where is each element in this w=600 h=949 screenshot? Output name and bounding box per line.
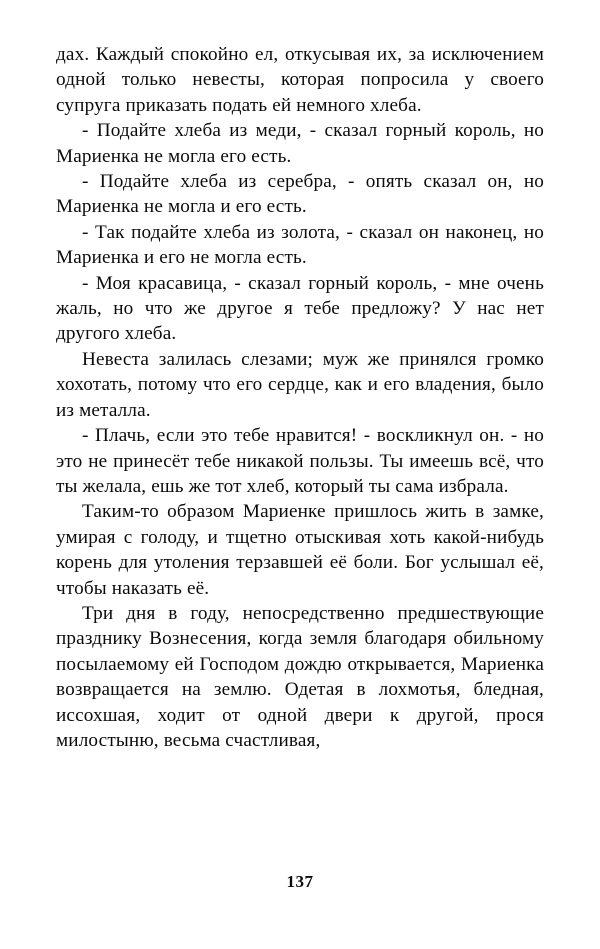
paragraph: - Моя красавица, - сказал горный король, - мне очень жаль, но что же другое я тебе предложу? У нас нет другого хлеба. <box>56 272 544 345</box>
paragraph: Таким-то образом Мариенке пришлось жить в замке, умирая с голоду, и тщетно отыскивая хоть какой-нибудь корень для утоления терзавшей её боли. Бог услышал её, чтобы наказать её. <box>56 501 544 599</box>
paragraph: Невеста залилась слезами; муж же принялся громко хохотать, потому что его сердце, как и его владения, было из металла. <box>56 348 544 421</box>
paragraph: дах. Каждый спокойно ел, откусывая их, за исключением одной только невесты, которая попросила у своего супруга приказать подать ей немного хлеба. <box>56 44 544 116</box>
paragraph: - Плачь, если это тебе нравится! - воскликнул он. - но это не принесёт тебе никакой пользы. Ты имеешь всё, что ты желала, ешь же тот хлеб, который ты сама избрала. <box>56 425 544 497</box>
paragraph: - Подайте хлеба из меди, - сказал горный король, но Мариенка не могла его есть. <box>56 120 544 167</box>
page-number: 137 <box>286 872 314 891</box>
paragraph: - Подайте хлеба из серебра, - опять сказал он, но Мариенка не могла и его есть. <box>56 171 544 218</box>
paragraph: - Так подайте хлеба из золота, - сказал он наконец, но Мариенка и его не могла есть. <box>56 221 544 269</box>
page-body <box>56 42 544 753</box>
paragraph: Три дня в году, непосредственно предшествующие празднику Вознесения, когда земля благодаря обильному посылаемому ей Господом дождю открывается, Мариенка возвращается на землю. Одетая в лохмотья, бледная, иссохшая, ходит от одной двери к другой, прося милостыню, весьма счастливая, <box>56 602 544 751</box>
